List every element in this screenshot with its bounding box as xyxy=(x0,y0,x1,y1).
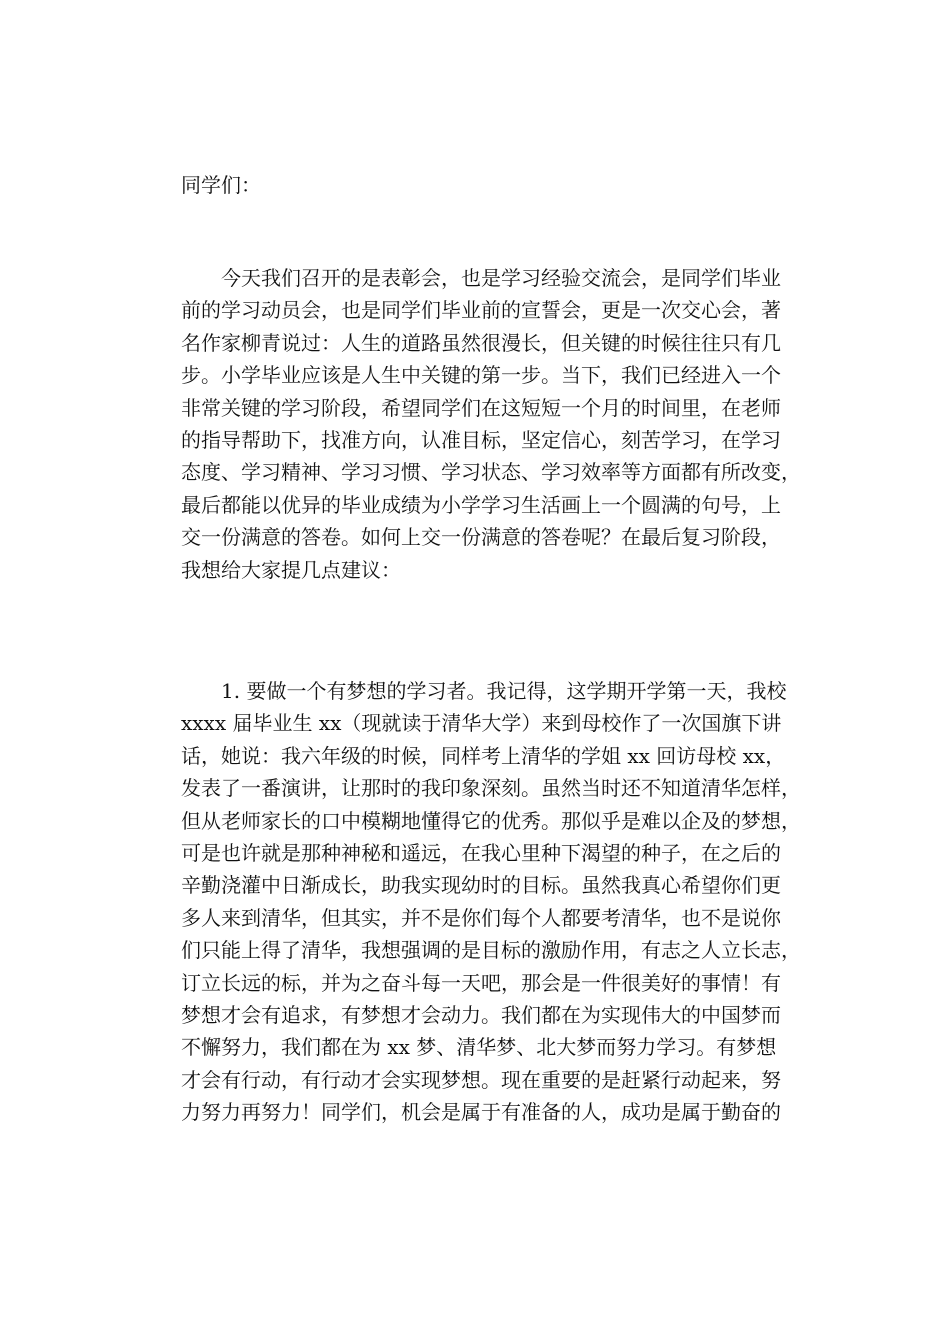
greeting: 同学们： xyxy=(181,173,261,197)
paragraph-line: 们只能上得了清华，我想强调的是目标的激励作用，有志之人立长志， xyxy=(181,938,801,963)
paragraph-2 xyxy=(141,675,831,1129)
paragraph-line: xxxx 届毕业生 xx（现就读于清华大学）来到母校作了一次国旗下讲 xyxy=(181,711,782,736)
paragraph-line: 但从老师家长的口中模糊地懂得它的优秀。那似乎是难以企及的梦想， xyxy=(181,808,801,833)
paragraph-line: 发表了一番演讲，让那时的我印象深刻。虽然当时还不知道清华怎样， xyxy=(181,776,801,801)
paragraph-line: 今天我们召开的是表彰会，也是学习经验交流会，是同学们毕业 xyxy=(221,266,781,290)
paragraph-line: 我想给大家提几点建议： xyxy=(181,557,401,582)
paragraph-line: 辛勤浇灌中日渐成长，助我实现幼时的目标。虽然我真心希望你们更 xyxy=(181,873,781,898)
paragraph-line: 前的学习动员会，也是同学们毕业前的宣誓会，更是一次交心会，著 xyxy=(181,298,781,323)
paragraph-line: 订立长远的标，并为之奋斗每一天吧，那会是一件很美好的事情！有 xyxy=(181,970,781,995)
paragraph-1 xyxy=(141,262,831,586)
paragraph-line: 力努力再努力！同学们，机会是属于有准备的人，成功是属于勤奋的 xyxy=(181,1100,781,1125)
paragraph-line: 梦想才会有追求，有梦想才会动力。我们都在为实现伟大的中国梦而 xyxy=(181,1003,781,1028)
paragraph-line: 多人来到清华，但其实，并不是你们每个人都要考清华，也不是说你 xyxy=(181,905,781,930)
paragraph-line: 1. 要做一个有梦想的学习者。我记得，这学期开学第一天，我校 xyxy=(221,679,787,703)
paragraph-line: 非常关键的学习阶段，希望同学们在这短短一个月的时间里，在老师 xyxy=(181,395,781,420)
paragraph-line: 不懈努力，我们都在为 xx 梦、清华梦、北大梦而努力学习。有梦想 xyxy=(181,1035,777,1060)
paragraph-line: 交一份满意的答卷。如何上交一份满意的答卷呢？在最后复习阶段， xyxy=(181,525,781,550)
paragraph-line: 的指导帮助下，找准方向，认准目标，坚定信心，刻苦学习，在学习 xyxy=(181,428,781,453)
paragraph-line: 才会有行动，有行动才会实现梦想。现在重要的是赶紧行动起来，努 xyxy=(181,1067,781,1092)
paragraph-line: 名作家柳青说过：人生的道路虽然很漫长，但关键的时候往往只有几 xyxy=(181,330,781,355)
paragraph-line: 态度、学习精神、学习习惯、学习状态、学习效率等方面都有所改变， xyxy=(181,460,801,485)
paragraph-line: 可是也许就是那种神秘和遥远，在我心里种下渴望的种子，在之后的 xyxy=(181,841,781,866)
paragraph-line: 话，她说：我六年级的时候，同样考上清华的学姐 xx 回访母校 xx， xyxy=(181,743,786,768)
paragraph-line: 最后都能以优异的毕业成绩为小学学习生活画上一个圆满的句号，上 xyxy=(181,492,781,517)
paragraph-line: 步。小学毕业应该是人生中关键的第一步。当下，我们已经进入一个 xyxy=(181,363,781,388)
